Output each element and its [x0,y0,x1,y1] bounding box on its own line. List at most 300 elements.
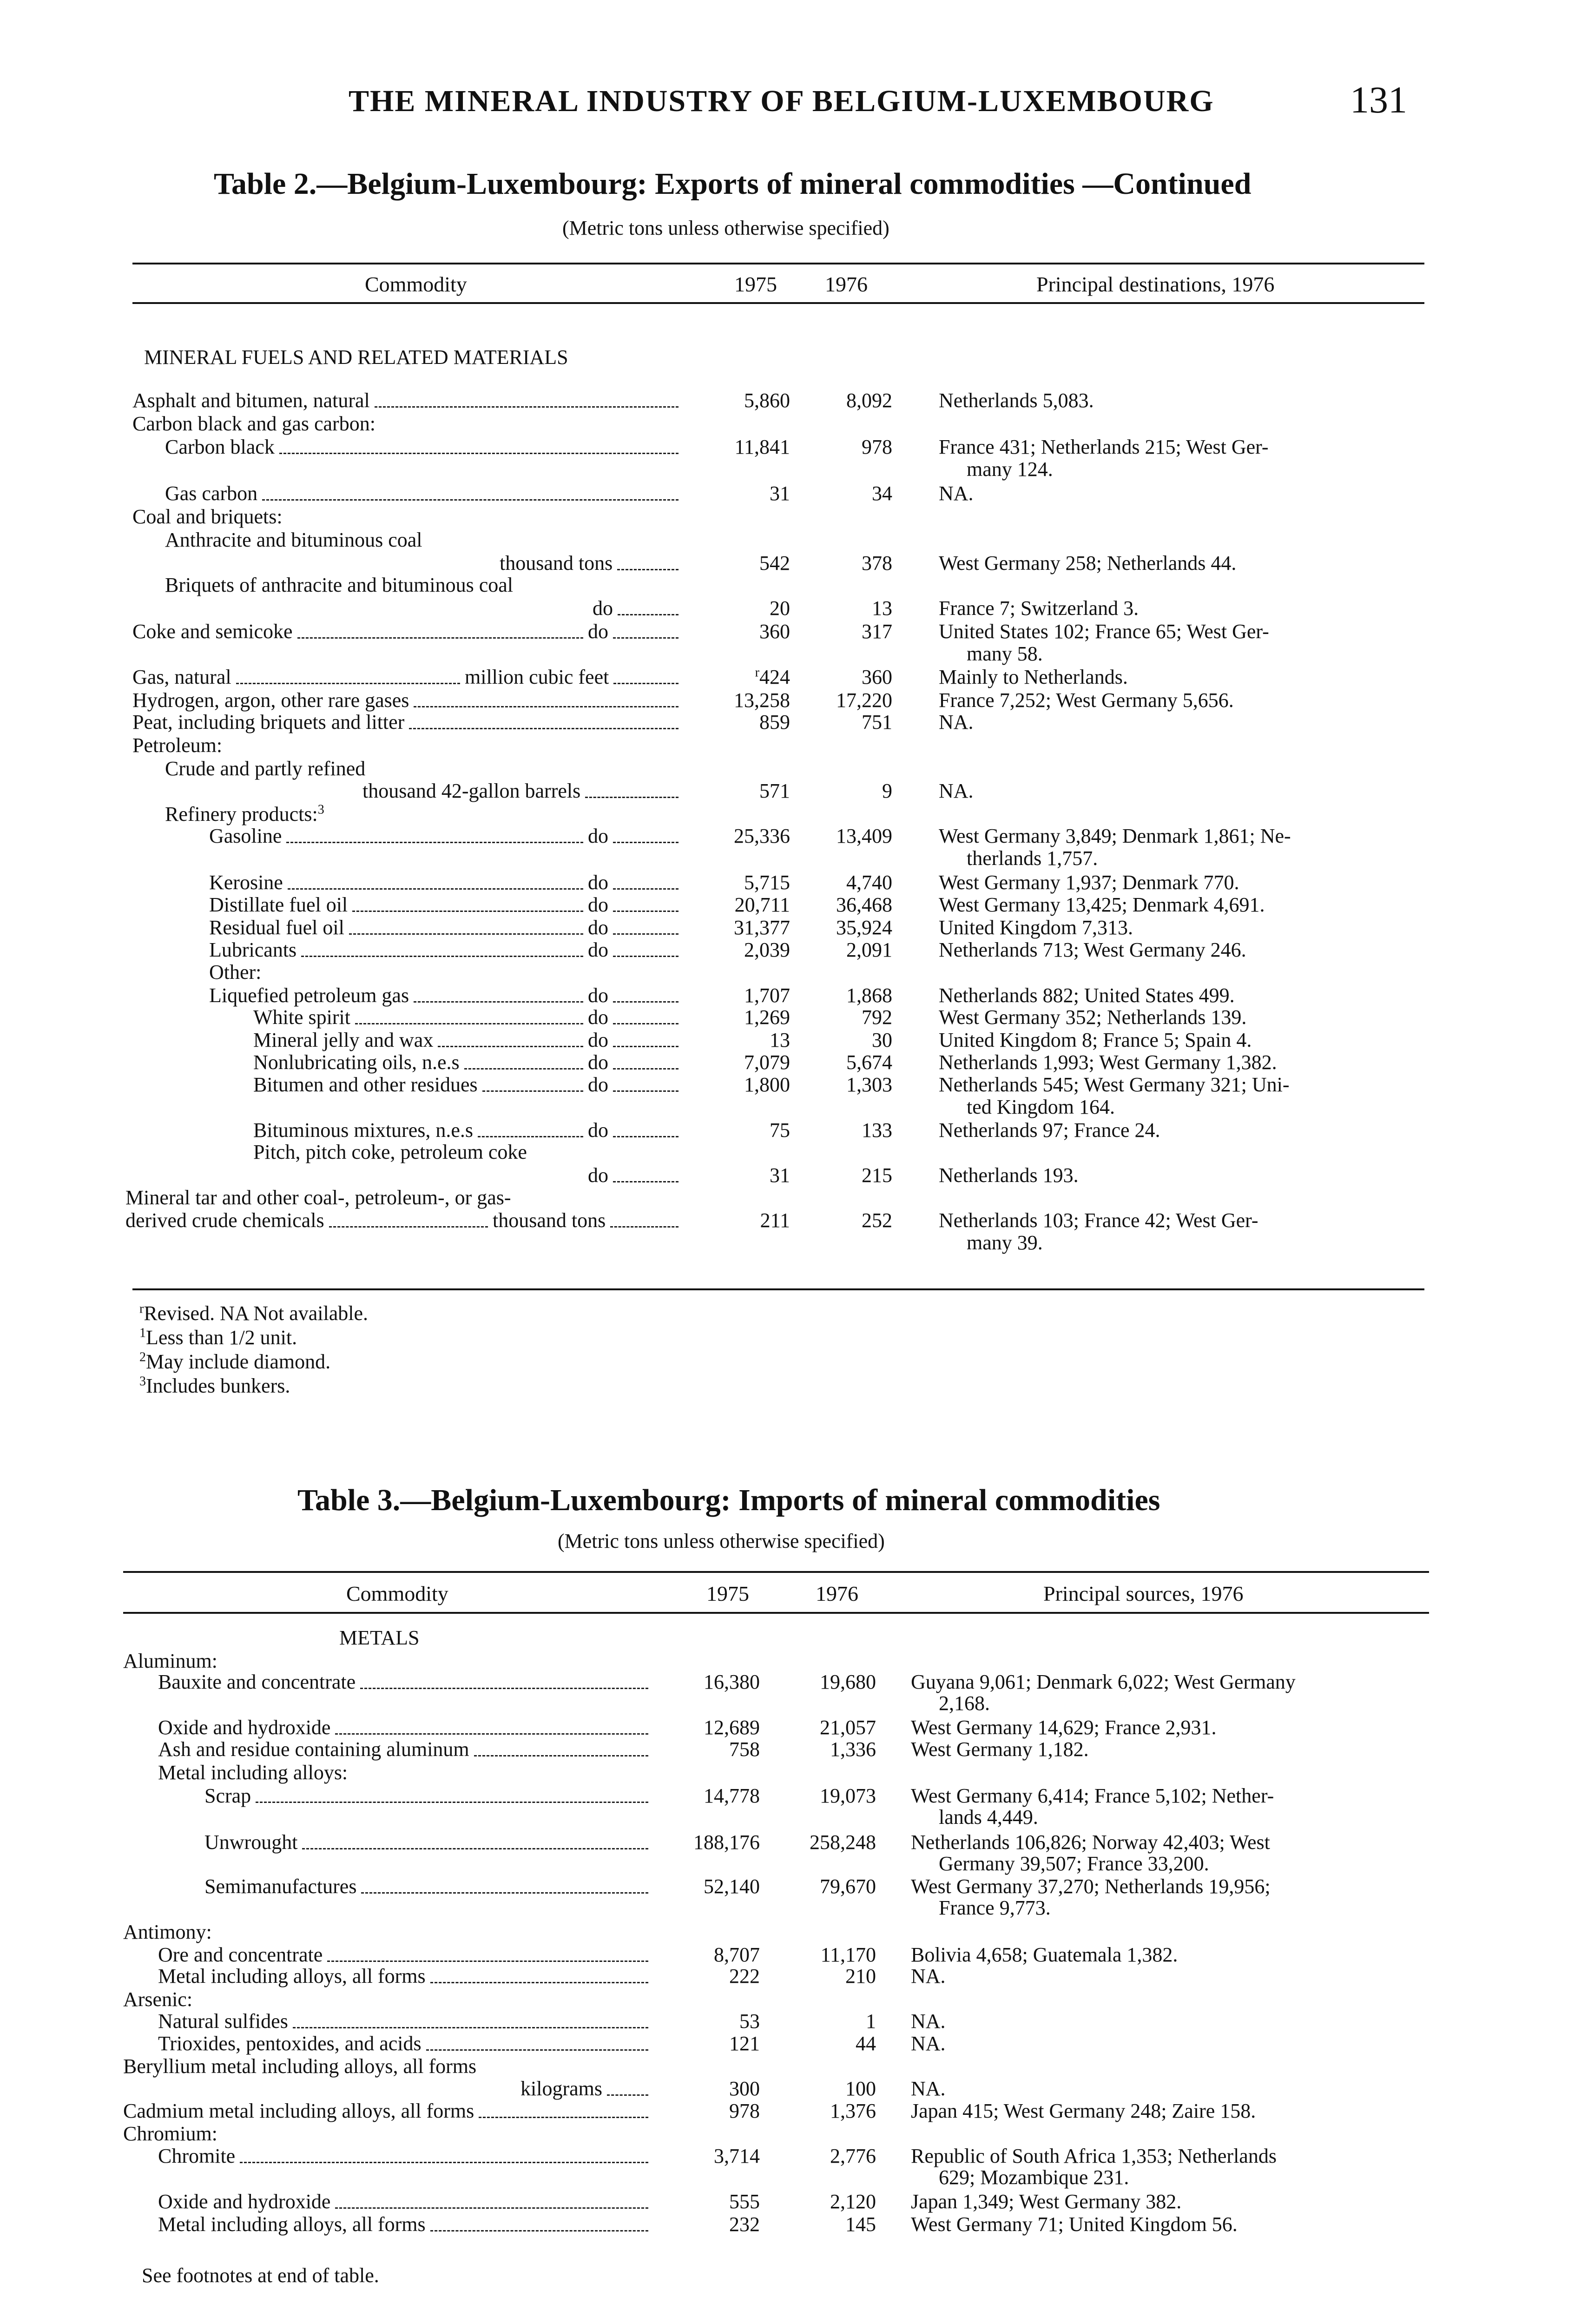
commodity-name: Gas, natural [132,666,231,688]
table2-bottom-rule [132,1288,1424,1290]
commodity-name: Antimony: [123,1921,212,1943]
value-1976: 36,468 [836,893,892,916]
dot-leader [613,911,679,912]
table2-header-rule [132,302,1424,304]
dot-leader [375,406,679,408]
dot-leader [409,728,679,729]
value-1976: 8,092 [846,389,892,412]
dot-leader [293,2027,648,2028]
dot-leader [618,614,679,615]
unit-label: do [588,1006,608,1029]
footnote-text: Revised. NA Not available. [144,1302,368,1325]
dot-leader [329,1226,488,1228]
dot-leader [613,1023,679,1024]
commodity-name: Refinery products:$^3$ [165,802,324,825]
dot-leader [613,1090,679,1092]
value-1975: 188,176 [693,1831,760,1854]
commodity-name: Lubricants [209,938,297,961]
value-1976: 44 [856,2032,876,2055]
destination-text: United States 102; France 65; West Ger- [939,620,1269,643]
destination-text: West Germany 3,849; Denmark 1,861; Ne- [939,825,1291,847]
commodity-name: Chromium: [123,2122,217,2145]
source-text: NA. [911,2010,946,2033]
commodity-name: Gasoline [209,825,282,847]
dot-leader [301,956,583,957]
value-1975-text: 31,377 [734,916,790,939]
commodity-name: Hydrogen, argon, other rare gases [132,689,409,712]
value-1975 [706,984,790,1007]
commodity-name: Bauxite and concentrate [158,1670,356,1693]
value-1975 [706,1209,790,1232]
value-1975 [706,621,790,643]
value-1975-text: 1,707 [744,984,790,1007]
value-1975-text: 31 [770,482,790,505]
footnote-ref: 3 [317,802,324,817]
commodity-name: Gas carbon [165,482,258,505]
value-1975 [706,390,790,412]
page-number: 131 [1350,79,1407,121]
value-1975-text: 75 [770,1119,790,1142]
unit-label: do [588,620,608,643]
value-1975 [706,1051,790,1074]
value-1976: 317 [862,620,892,643]
source-text: NA. [911,2032,946,2055]
commodity-name: Distillate fuel oil [209,893,348,916]
commodity-name: Semimanufactures [204,1875,357,1898]
value-1976: 19,073 [820,1784,876,1807]
table3-header-1975: 1975 [706,1582,749,1605]
source-text: 629; Mozambique 231. [939,2166,1129,2189]
value-1975 [706,1074,790,1096]
value-1976: 100 [845,2077,876,2100]
value-1975 [706,1029,790,1051]
footnote-mark: 3 [139,1374,146,1389]
value-1975 [706,780,790,802]
value-1976: 258,248 [810,1831,876,1854]
commodity-name: Beryllium metal including alloys, all forms [123,2055,477,2078]
commodity-name: Bituminous mixtures, n.e.s [253,1119,473,1142]
value-1976: 13,409 [836,825,892,847]
commodity-name: Metal including alloys: [158,1761,348,1784]
table3-title: Table 3.—Belgium-Luxembourg: Imports of mineral commodities [297,1483,1160,1517]
source-text: Bolivia 4,658; Guatemala 1,382. [911,1943,1178,1966]
value-1976: 1,376 [830,2100,876,2122]
value-1976: 1,336 [830,1738,876,1761]
value-1975: 14,778 [704,1784,760,1807]
destination-text: France 7; Switzerland 3. [939,597,1139,620]
commodity-name: Nonlubricating oils, n.e.s [253,1051,460,1074]
value-1975-text: 211 [760,1209,790,1232]
dot-leader [297,637,583,639]
unit-label: do [588,1119,608,1142]
commodity-name: Crude and partly refined [165,757,366,780]
commodity-name: Peat, including briquets and litter [132,711,405,733]
value-1975-text: 13 [770,1029,790,1051]
dot-leader [613,956,679,957]
value-1976: 17,220 [836,689,892,712]
source-text: Germany 39,507; France 33,200. [939,1852,1209,1875]
dot-leader [288,888,583,890]
value-1976: 1 [866,2010,876,2033]
table3-subtitle: (Metric tons unless otherwise specified) [558,1530,885,1552]
commodity-name: derived crude chemicals [125,1209,324,1232]
value-1975 [706,552,790,574]
destination-text: West Germany 258; Netherlands 44. [939,552,1237,574]
value-1976: 21,057 [820,1716,876,1739]
destination-text: Netherlands 713; West Germany 246. [939,938,1246,961]
value-1975: 758 [729,1738,760,1761]
destination-text: Netherlands 103; France 42; West Ger- [939,1209,1258,1232]
footnote [139,1374,290,1398]
destination-text: Netherlands 882; United States 499. [939,984,1235,1007]
value-1976: 9 [882,779,892,802]
commodity-name: Mineral tar and other coal-, petroleum-, or gas- [125,1186,511,1209]
destination-text: ted Kingdom 164. [967,1096,1115,1118]
value-1976: 30 [872,1029,892,1051]
commodity-name: do [593,597,613,620]
table2-header-1975: 1975 [734,272,777,296]
footnote [139,1326,297,1349]
value-1976: 1,868 [846,984,892,1007]
table2-header-destinations: Principal destinations, 1976 [1036,272,1275,296]
unit-label: do [588,1029,608,1051]
table2-title: Table 2.—Belgium-Luxembourg: Exports of mineral commodities —Continued [214,167,1252,201]
dot-leader [613,1181,679,1182]
commodity-name: Oxide and hydroxide [158,2190,331,2213]
unit-label: do [588,893,608,916]
source-text: West Germany 1,182. [911,1738,1089,1761]
value-1975-text: 424 [759,666,790,688]
revised-mark: r [755,665,759,680]
value-1975 [706,1119,790,1142]
table3-end-note: See footnotes at end of table. [142,2264,379,2287]
value-1975 [706,666,790,688]
value-1976: 1,303 [846,1073,892,1096]
value-1975-text: 13,258 [734,689,790,712]
commodity-name: Briquets of anthracite and bituminous coal [165,574,514,596]
table3-header-sources: Principal sources, 1976 [1043,1582,1244,1605]
destination-text: many 124. [967,458,1053,481]
value-1976: 79,670 [820,1875,876,1898]
destination-text: Netherlands 193. [939,1164,1079,1187]
value-1975 [706,711,790,733]
dot-leader [474,1755,648,1756]
dot-leader [256,1802,648,1803]
value-1975 [706,825,790,847]
table3-top-rule [123,1571,1429,1573]
destination-text: many 58. [967,642,1043,665]
commodity-name: Liquefied petroleum gas [209,984,409,1007]
commodity-name: thousand tons [500,552,613,574]
destination-text: France 7,252; West Germany 5,656. [939,689,1234,712]
dot-leader [335,2207,648,2209]
table2-top-rule [132,263,1424,264]
value-1975-text: 571 [759,779,790,802]
table3-section-heading: METALS [339,1626,420,1649]
value-1976: 19,680 [820,1670,876,1693]
commodity-name: Ash and residue containing aluminum [158,1738,469,1761]
unit-label: thousand tons [493,1209,606,1232]
destination-text: Netherlands 1,993; West Germany 1,382. [939,1051,1277,1074]
commodity-name: Ore and concentrate [158,1943,323,1966]
value-1975: 3,714 [714,2145,760,2167]
unit-label: do [588,825,608,847]
commodity-name: Cadmium metal including alloys, all forms [123,2100,474,2122]
value-1975 [706,1006,790,1029]
footnote-mark: 2 [139,1350,146,1365]
source-text: NA. [911,2077,946,2100]
destination-text: West Germany 13,425; Denmark 4,691. [939,893,1265,916]
unit-label: do [588,916,608,939]
commodity-name: Oxide and hydroxide [158,1716,331,1739]
value-1975: 12,689 [704,1716,760,1739]
value-1976: 360 [862,666,892,688]
dot-leader [361,1892,648,1894]
commodity-name: Chromite [158,2145,236,2167]
destination-text: NA. [939,711,974,733]
unit-label: do [588,1073,608,1096]
commodity-name: Asphalt and bitumen, natural [132,389,370,412]
value-1975-text: 31 [770,1164,790,1187]
value-1976: 34 [872,482,892,505]
value-1975: 555 [729,2190,760,2213]
dot-leader [607,2094,648,2096]
dot-leader [613,1136,679,1137]
commodity-name: do [588,1164,608,1187]
commodity-name: Natural sulfides [158,2010,288,2033]
value-1975-text: 25,336 [734,825,790,847]
commodity-name: Scrap [204,1784,251,1807]
value-1976: 2,091 [846,938,892,961]
value-1976: 5,674 [846,1051,892,1074]
dot-leader [610,1226,679,1228]
value-1975-text: 859 [759,711,790,733]
table3-header-commodity: Commodity [346,1582,448,1605]
value-1976: 2,776 [830,2145,876,2167]
value-1975-text: 7,079 [744,1051,790,1074]
value-1976: 35,924 [836,916,892,939]
footnote [139,1301,368,1325]
value-1975 [706,939,790,961]
table2-section-heading: MINERAL FUELS AND RELATED MATERIALS [144,346,568,369]
commodity-name: Aluminum: [123,1650,217,1672]
table2-header-1976: 1976 [825,272,868,296]
value-1975: 978 [729,2100,760,2122]
source-text: Guyana 9,061; Denmark 6,022; West Germany [911,1670,1296,1693]
commodity-name: kilograms [520,2077,602,2100]
value-1976: 4,740 [846,871,892,894]
destination-text: West Germany 1,937; Denmark 770. [939,871,1239,894]
footnote-mark: r [139,1301,144,1316]
footnote [139,1350,330,1373]
dot-leader [585,797,679,798]
dot-leader [352,911,583,912]
destination-text: Mainly to Netherlands. [939,666,1128,688]
dot-leader [236,683,460,684]
value-1975: 8,707 [714,1943,760,1966]
commodity-name: Unwrought [204,1831,298,1854]
commodity-name: Mineral jelly and wax [253,1029,434,1051]
destination-text: Netherlands 545; West Germany 321; Uni- [939,1073,1290,1096]
commodity-name: Coal and briquets: [132,505,283,528]
value-1975 [706,1164,790,1187]
value-1975-text: 360 [759,620,790,643]
value-1975: 16,380 [704,1670,760,1693]
footnote-mark: 1 [139,1326,146,1340]
commodity-name: Petroleum: [132,734,223,757]
source-text: West Germany 71; United Kingdom 56. [911,2213,1238,2236]
value-1975-text: 11,841 [734,436,790,458]
dot-leader [430,1982,648,1983]
dot-leader [438,1046,583,1047]
dot-leader [613,842,679,843]
value-1975: 52,140 [704,1875,760,1898]
value-1975-text: 5,715 [744,871,790,894]
commodity-name: Metal including alloys, all forms [158,1965,426,1987]
value-1976: 210 [845,1965,876,1987]
footnote-text: Less than 1/2 unit. [146,1326,297,1349]
value-1975-text: 1,269 [744,1006,790,1029]
value-1975-text: 1,800 [744,1073,790,1096]
commodity-name: Pitch, pitch coke, petroleum coke [253,1141,527,1163]
dot-leader [327,1961,648,1962]
value-1976: 11,170 [820,1943,876,1966]
dot-leader [240,2162,648,2163]
unit-label: do [588,1051,608,1074]
dot-leader [302,1848,648,1849]
dot-leader [613,888,679,890]
unit-label: do [588,871,608,894]
dot-leader [262,499,679,501]
commodity-name: Metal including alloys, all forms [158,2213,426,2236]
value-1976: 978 [862,436,892,458]
source-text: West Germany 37,270; Netherlands 19,956; [911,1875,1271,1898]
source-text: Republic of South Africa 1,353; Netherlands [911,2145,1277,2167]
value-1975: 121 [729,2032,760,2055]
dot-leader [613,933,679,935]
table3-header-rule [123,1612,1429,1614]
unit-label: do [588,938,608,961]
footnote-text: Includes bunkers. [146,1374,290,1397]
table2-subtitle: (Metric tons unless otherwise specified) [562,217,889,239]
value-1976: 378 [862,552,892,574]
dot-leader [617,569,679,570]
destination-text: many 39. [967,1231,1043,1254]
dot-leader [355,1023,583,1024]
destination-text: Netherlands 97; France 24. [939,1119,1160,1142]
value-1975 [706,917,790,939]
value-1976: 252 [862,1209,892,1232]
commodity-name: Arsenic: [123,1988,193,2011]
footnote-text: May include diamond. [146,1350,331,1373]
value-1975-text: 5,860 [744,389,790,412]
dot-leader [414,1001,583,1003]
value-1975 [706,689,790,712]
table3-header-1976: 1976 [816,1582,858,1605]
value-1976: 792 [862,1006,892,1029]
commodity-name: Carbon black [165,436,275,458]
dot-leader [613,1046,679,1047]
commodity-name: Trioxides, pentoxides, and acids [158,2032,422,2055]
source-text: lands 4,449. [939,1806,1038,1829]
destination-text: United Kingdom 8; France 5; Spain 4. [939,1029,1252,1051]
commodity-name: Coke and semicoke [132,620,293,643]
dot-leader [613,1068,679,1070]
running-header: THE MINERAL INDUSTRY OF BELGIUM-LUXEMBOURG [349,84,1214,118]
dot-leader [479,2117,648,2118]
destination-text: West Germany 352; Netherlands 139. [939,1006,1247,1029]
value-1975-text: 2,039 [744,938,790,961]
unit-label: million cubic feet [465,666,609,688]
source-text: Netherlands 106,826; Norway 42,403; West [911,1831,1270,1854]
destination-text: NA. [939,482,974,505]
value-1975: 53 [739,2010,760,2033]
dot-leader [613,1001,679,1003]
destination-text: NA. [939,779,974,802]
value-1975-text: 20 [770,597,790,620]
dot-leader [426,2049,648,2051]
table2-header-commodity: Commodity [365,272,467,296]
commodity-name: Bitumen and other residues [253,1073,478,1096]
value-1975-text: 542 [759,552,790,574]
dot-leader [464,1068,583,1070]
value-1975 [706,894,790,916]
value-1975 [706,436,790,458]
commodity-name: thousand 42-gallon barrels [362,779,581,802]
commodity-name: Anthracite and bituminous coal [165,528,422,551]
dot-leader [414,706,679,707]
value-1976: 751 [862,711,892,733]
commodity-name: Kerosine [209,871,283,894]
commodity-name: Residual fuel oil [209,916,344,939]
dot-leader [360,1688,648,1689]
source-text: Japan 415; West Germany 248; Zaire 158. [911,2100,1256,2122]
value-1976: 13 [872,597,892,620]
dot-leader [335,1733,648,1735]
value-1976: 2,120 [830,2190,876,2213]
value-1976: 145 [845,2213,876,2236]
dot-leader [613,637,679,639]
destination-text: France 431; Netherlands 215; West Ger- [939,436,1269,458]
value-1975: 232 [729,2213,760,2236]
unit-label: do [588,984,608,1007]
value-1975 [706,872,790,894]
commodity-name: Other: [209,961,262,984]
dot-leader [430,2230,648,2232]
destination-text: United Kingdom 7,313. [939,916,1133,939]
value-1976: 215 [862,1164,892,1187]
source-text: Japan 1,349; West Germany 382. [911,2190,1182,2213]
source-text: West Germany 6,414; France 5,102; Nether- [911,1784,1274,1807]
destination-text: Netherlands 5,083. [939,389,1094,412]
dot-leader [349,933,583,935]
dot-leader [279,453,679,454]
value-1976: 133 [862,1119,892,1142]
dot-leader [482,1090,583,1092]
value-1975 [706,482,790,505]
value-1975-text: 20,711 [734,893,790,916]
dot-leader [478,1136,583,1137]
source-text: 2,168. [939,1692,990,1715]
value-1975 [706,597,790,620]
destination-text: therlands 1,757. [967,847,1098,870]
dot-leader [613,683,679,684]
source-text: France 9,773. [939,1896,1051,1919]
value-1975: 300 [729,2077,760,2100]
commodity-name: White spirit [253,1006,350,1029]
commodity-name: Carbon black and gas carbon: [132,412,375,435]
value-1975: 222 [729,1965,760,1987]
